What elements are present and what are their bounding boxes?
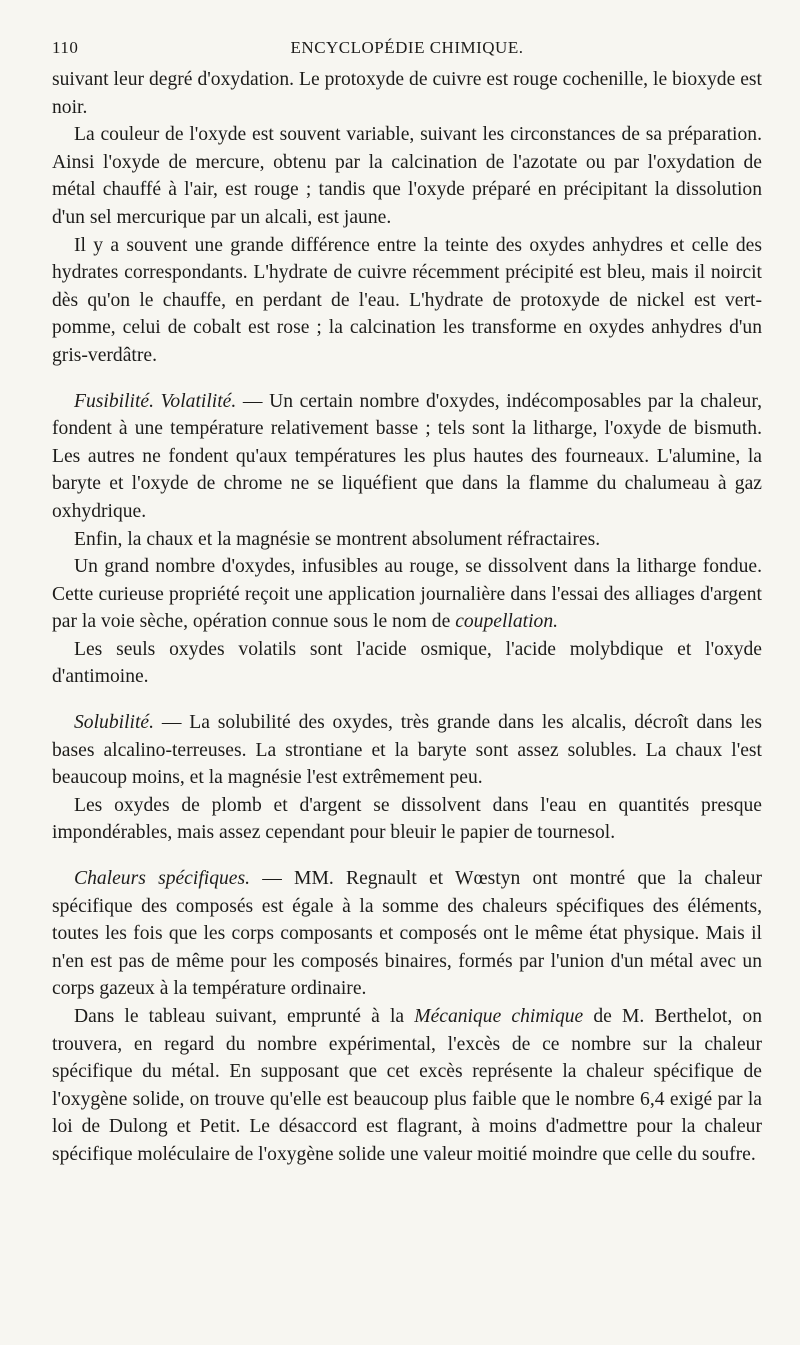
paragraph-oxide-color: La couleur de l'oxyde est souvent variable, suivant les circonstances de sa préparation. Ainsi l'oxyde de mercure, obtenu par la calcination de l'azotate ou par l'oxydation de métal chauffé à l'air, est rouge ; tandis que l'oxyde préparé en précipitant la dissolution d'un sel mercurique par un alcali, est jaune. <box>52 124 762 228</box>
fusibilite-lead-text: — Un certain nombre d'oxydes, indécomposables par la chaleur, fondent à une température relativement basse ; tels sont la litharge, l'oxyde de bismuth. Les autres ne fondent qu'aux températures les plus hautes des fourneaux. L'alumine, la baryte et l'oxyde de chrome ne se liquéfient que dans la flamme du chalumeau à gaz oxhydrique. <box>52 390 762 522</box>
section-heading-solubilite: Solubilité. <box>74 712 155 734</box>
paragraph-volatile-oxides: Les seuls oxydes volatils sont l'acide osmique, l'acide molybdique et l'oxyde d'antimoine. <box>52 638 762 688</box>
section-solubilite <box>52 709 762 792</box>
section-fusibilite <box>52 388 762 526</box>
berthelot-text-before: Dans le tableau suivant, emprunté à la <box>74 1006 415 1027</box>
paragraph-oxidation-degree: suivant leur degré d'oxydation. Le protoxyde de cuivre est rouge cochenille, le bioxyde est noir. <box>52 69 762 118</box>
chaleurs-lead-text: — MM. Regnault et Wœstyn ont montré que la chaleur spécifique des composés est égale à la somme des chaleurs spécifiques des éléments, toutes les fois que les corps composants et composés ont le même état physique. Mais il n'en est pas de même pour les composés binaires, formés par l'union d'un métal avec un corps gazeux à la température ordinaire. <box>52 868 762 1000</box>
paragraph-litharge <box>52 553 762 636</box>
paragraph-lead-silver-oxides: Les oxydes de plomb et d'argent se dissolvent dans l'eau en quantités presque impondérables, mais assez cependant pour bleuir le papier de tournesol. <box>52 794 762 844</box>
running-head <box>52 32 762 60</box>
running-title: ENCYCLOPÉDIE CHIMIQUE. <box>290 38 524 57</box>
body-text <box>52 66 762 1169</box>
paragraph-berthelot-table <box>52 1003 762 1169</box>
solubilite-lead-text: — La solubilité des oxydes, très grande dans les alcalis, décroît dans les bases alcalino-terreuses. La strontiane et la baryte sont assez solubles. La chaux l'est beaucoup moins, et la magnésie l'est extrêmement peu. <box>52 712 762 789</box>
page-number: 110 <box>52 38 79 57</box>
paragraph-refractory: Enfin, la chaux et la magnésie se montrent absolument réfractaires. <box>74 528 601 550</box>
section-heading-fusibilite: Fusibilité. Volatilité. <box>74 390 237 412</box>
book-title-mecanique-chimique: Mécanique chimique <box>414 1006 584 1027</box>
section-chaleurs-specifiques <box>52 865 762 1003</box>
paragraph-hydrates: Il y a souvent une grande différence entre la teinte des oxydes anhydres et celle des hydrates correspondants. L'hydrate de cuivre récemment précipité est bleu, mais il noircit dès qu'on le chauffe, en perdant de l'eau. L'hydrate de protoxyde de nickel est vert-pomme, celui de cobalt est rose ; la calcination les transforme en oxydes anhydres d'un gris-verdâtre. <box>52 234 762 366</box>
section-heading-chaleurs: Chaleurs spécifiques. <box>74 868 251 890</box>
litharge-text: Un grand nombre d'oxydes, infusibles au rouge, se dissolvent dans la litharge fondue. Cette curieuse propriété reçoit une application journalière dans l'essai des alliages d'argent par la voie sèche, opération connue sous le nom de <box>52 556 762 633</box>
term-coupellation: coupellation. <box>455 611 559 633</box>
berthelot-text-after: de M. Berthelot, on trouvera, en regard du nombre expérimental, l'excès de ce nombre sur la chaleur spécifique du métal. En supposant que cet excès représente la chaleur spécifique de l'oxygène solide, on trouve qu'elle est beaucoup plus faible que le nombre 6,4 exigé par la loi de Dulong et Petit. Le désaccord est flagrant, à moins d'admettre pour la chaleur spécifique moléculaire de l'oxygène solide une valeur moitié moindre que celle du soufre. <box>52 1006 762 1165</box>
